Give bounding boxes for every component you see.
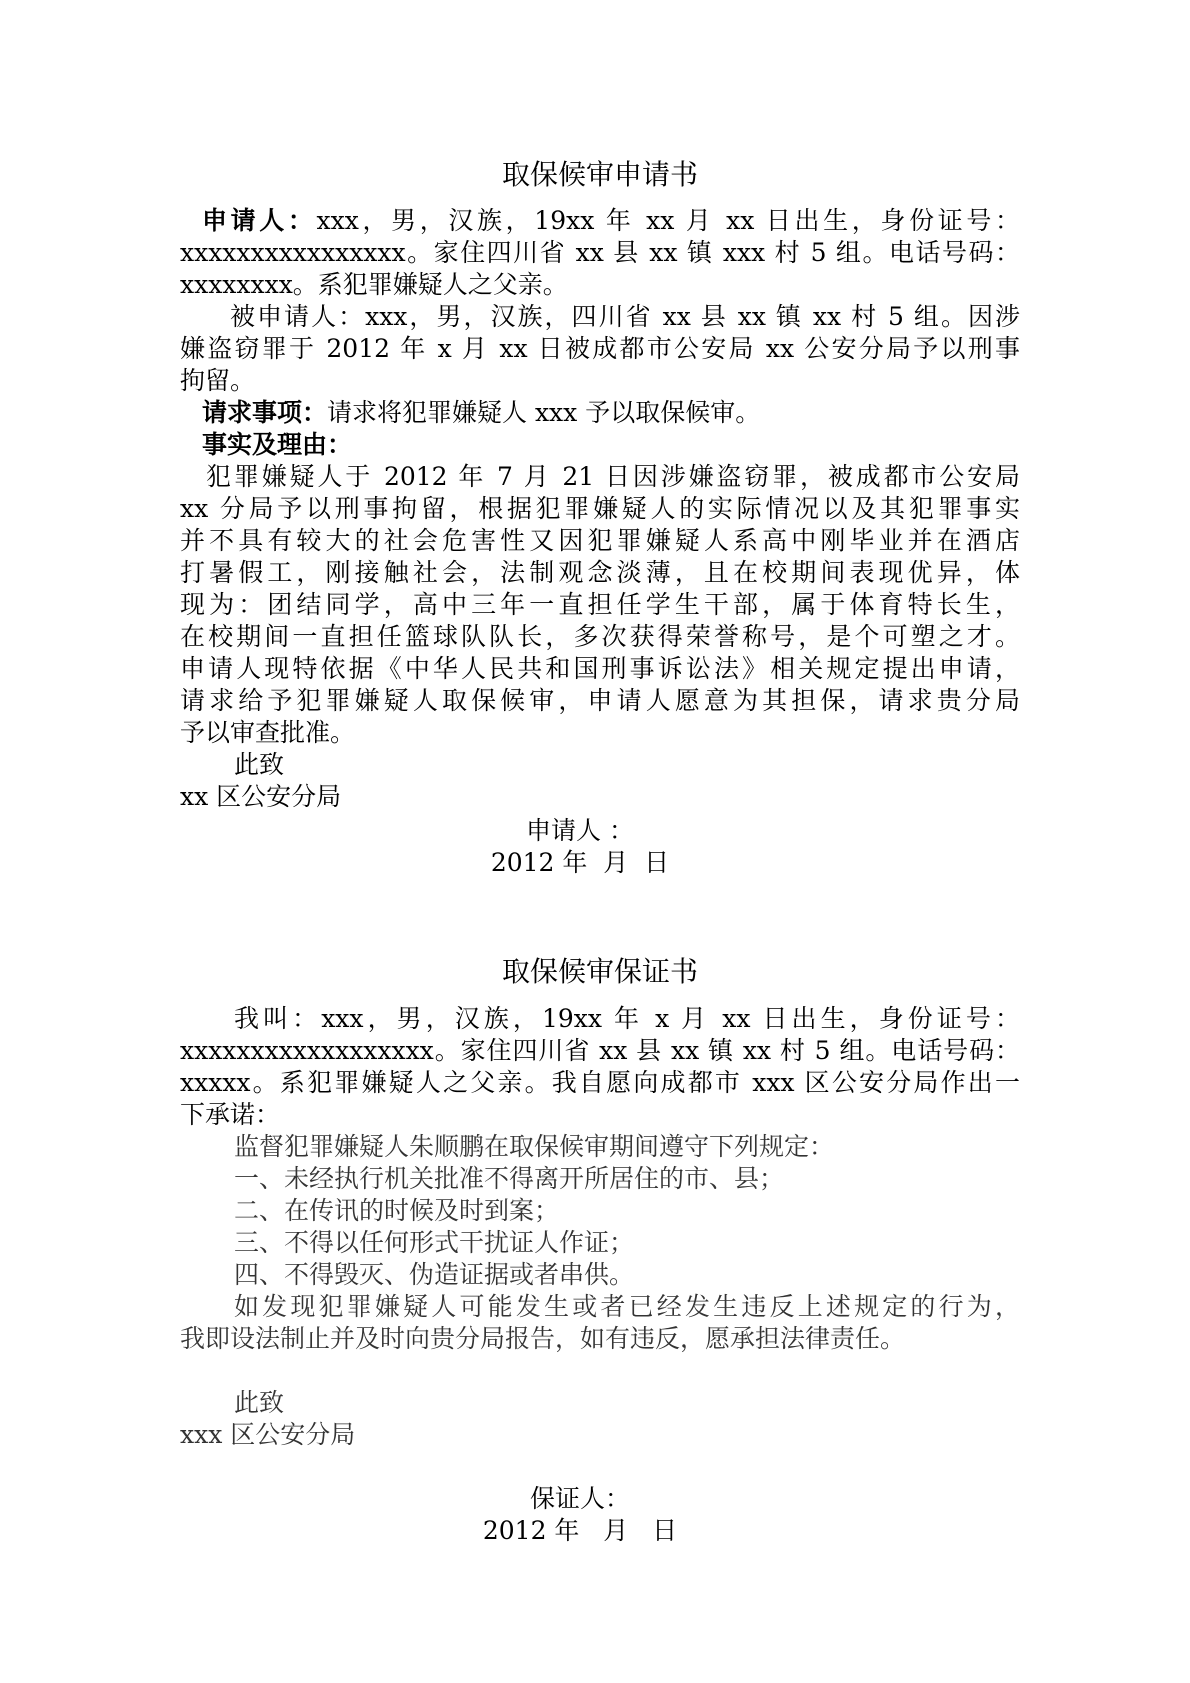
applicant-line-3: xxxxxxxx。系犯罪嫌疑人之父亲。 xyxy=(180,270,568,299)
facts-line: 予以审查批准。 xyxy=(180,718,356,747)
applicant-label: 申请人： xyxy=(202,206,317,235)
request-line xyxy=(180,396,1042,430)
guarantee-rule: 二、在传讯的时候及时到案； xyxy=(234,1196,560,1225)
request-text: 请求将犯罪嫌疑人 xxx 予以取保候审。 xyxy=(327,398,761,427)
facts-line: 现为：团结同学，高中三年一直担任学生干部，属于体育特长生， xyxy=(180,590,1020,619)
application-title: 取保候审申请书 xyxy=(501,158,698,191)
applicant-line-2: xxxxxxxxxxxxxxxx。家住四川省 xx 县 xx 镇 xxx 村 5 组。电话号码： xyxy=(180,238,1020,267)
facts-label: 事实及理由： xyxy=(202,430,353,459)
facts-line: 在校期间一直担任篮球队队长，多次获得荣誉称号，是个可塑之才。 xyxy=(180,622,1020,651)
application-recipient: xx 区公安分局 xyxy=(180,782,342,811)
facts-line: 并不具有较大的社会危害性又因犯罪嫌疑人系高中刚毕业并在酒店 xyxy=(180,526,1020,555)
guarantee-rule: 一、未经执行机关批准不得离开所居住的市、县； xyxy=(234,1164,785,1193)
respondent-line-2: 嫌盗窃罪于 2012 年 x 月 xx 日被成都市公安局 xx 公安分局予以刑事 xyxy=(180,334,1020,363)
facts-line: 请求给予犯罪嫌疑人取保候审，申请人愿意为其担保，请求贵分局 xyxy=(180,686,1020,715)
guarantee-rule: 三、不得以任何形式干扰证人作证； xyxy=(234,1228,635,1257)
facts-line: 打暑假工，刚接触社会，法制观念淡薄，且在校期间表现优异，体 xyxy=(180,558,1020,587)
application-date: 2012 年 月 日 xyxy=(490,848,670,877)
guarantee-intro-line: xxxxxxxxxxxxxxxxxx。家住四川省 xx 县 xx 镇 xx 村 5 组。电话号码： xyxy=(180,1036,1020,1065)
request-label: 请求事项： xyxy=(202,398,328,427)
guarantee-intro-line: 我叫：xxx，男，汉族，19xx 年 x 月 xx 日出生，身份证号： xyxy=(234,1004,1020,1033)
guarantee-date: 2012 年 月 日 xyxy=(482,1516,678,1545)
guarantee-supervise: 监督犯罪嫌疑人朱顺鹏在取保候审期间遵守下列规定： xyxy=(234,1132,835,1161)
facts-line: 申请人现特依据《中华人民共和国刑事诉讼法》相关规定提出申请， xyxy=(180,654,1020,683)
guarantee-intro-line: xxxxx。系犯罪嫌疑人之父亲。我自愿向成都市 xxx 区公安分局作出一 xyxy=(180,1068,1020,1097)
applicant-text: xxx，男，汉族，19xx 年 xx 月 xx 日出生，身份证号： xyxy=(316,206,1020,235)
application-salutation: 此致 xyxy=(234,750,285,779)
guarantee-rule: 四、不得毁灭、伪造证据或者串供。 xyxy=(234,1260,635,1289)
facts-line: xx 分局予以刑事拘留，根据犯罪嫌疑人的实际情况以及其犯罪事实 xyxy=(180,494,1020,523)
guarantee-signature: 保证人： xyxy=(529,1484,630,1513)
guarantee-closing-line-2: 我即设法制止并及时向贵分局报告，如有违反，愿承担法律责任。 xyxy=(180,1324,906,1353)
guarantee-closing-line-1: 如发现犯罪嫌疑人可能发生或者已经发生违反上述规定的行为， xyxy=(234,1292,1020,1321)
guarantee-title: 取保候审保证书 xyxy=(501,955,698,988)
respondent-line-3: 拘留。 xyxy=(180,366,256,395)
guarantee-salutation: 此致 xyxy=(234,1388,285,1417)
guarantee-recipient: xxx 区公安分局 xyxy=(180,1420,356,1449)
applicant-line-1 xyxy=(180,204,1020,238)
guarantee-intro-line: 下承诺： xyxy=(180,1100,281,1129)
application-signature: 申请人 ： xyxy=(526,816,634,845)
respondent-line-1: 被申请人：xxx，男，汉族，四川省 xx 县 xx 镇 xx 村 5 组。因涉 xyxy=(230,302,1020,331)
facts-line: 犯罪嫌疑人于 2012 年 7 月 21 日因涉嫌盗窃罪，被成都市公安局 xyxy=(206,462,1020,491)
